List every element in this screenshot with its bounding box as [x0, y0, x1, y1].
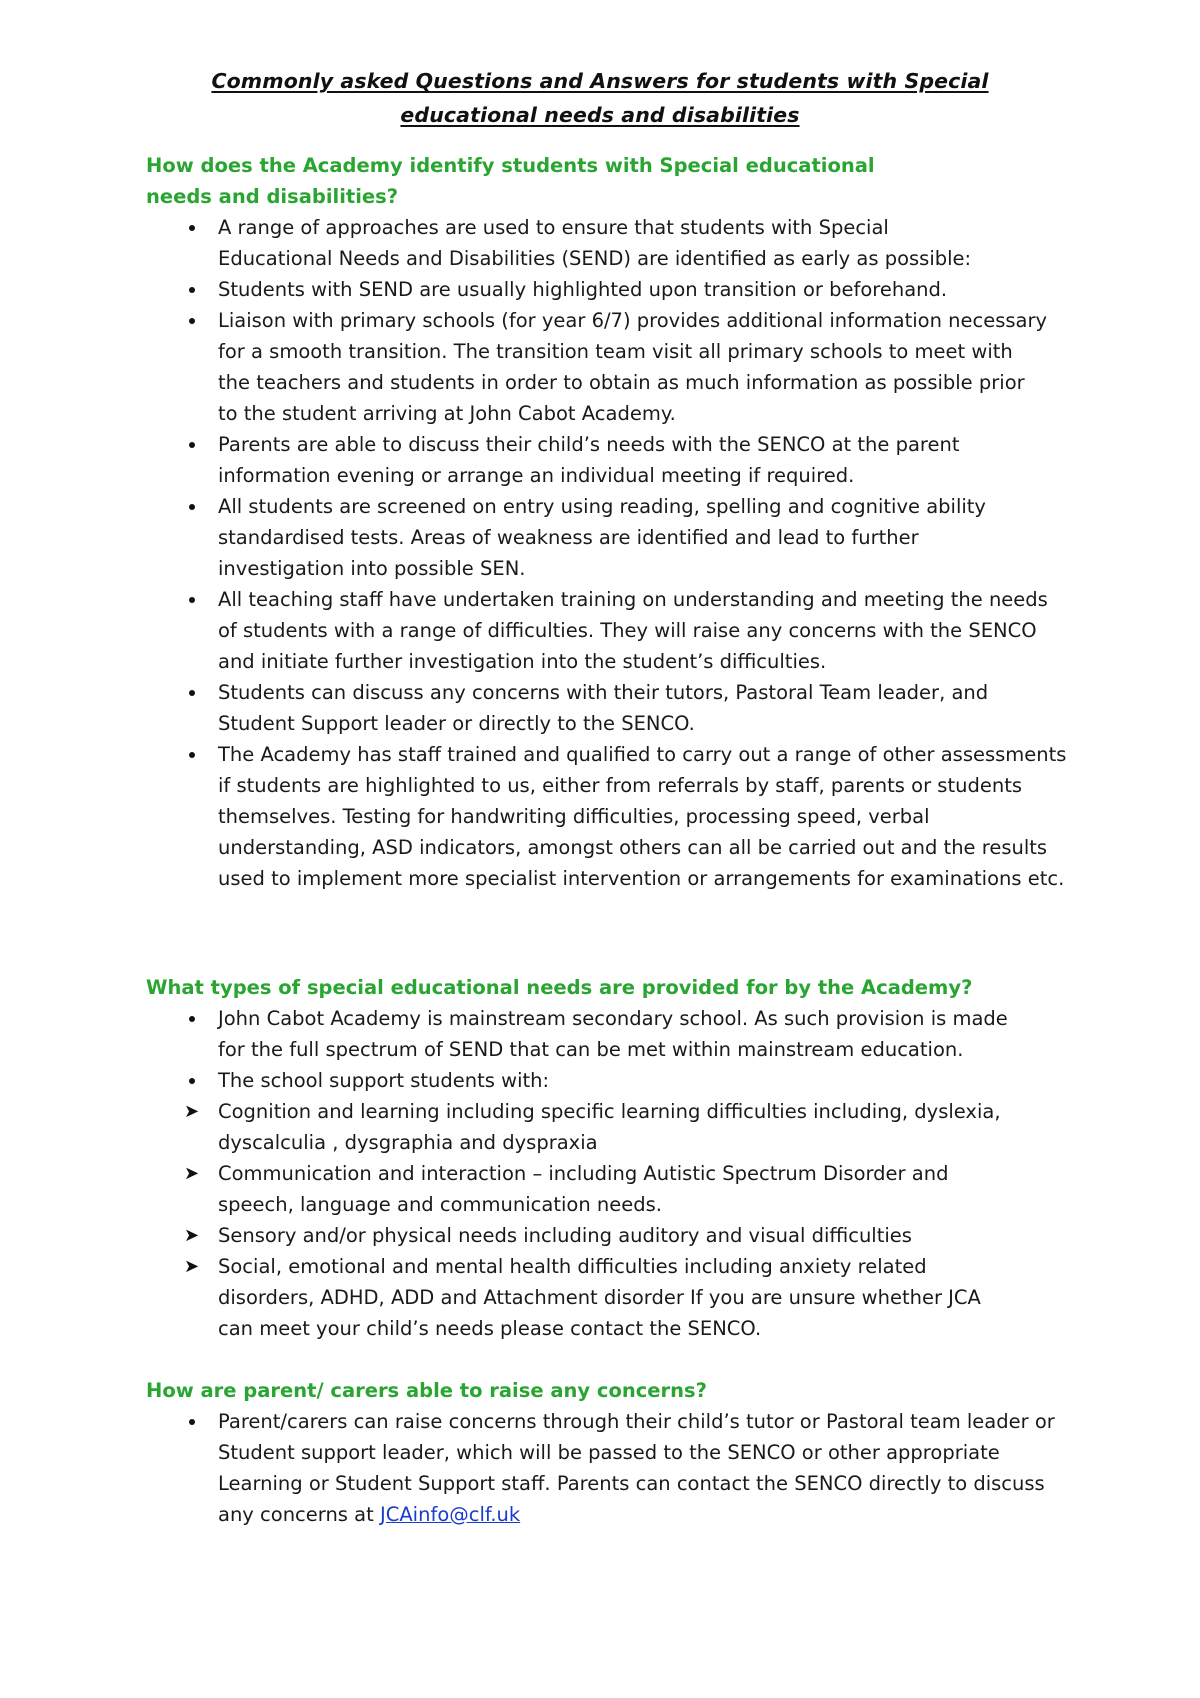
- bullet-dot-icon: [189, 318, 195, 324]
- list-item: [146, 584, 1058, 677]
- bullet-list: [146, 1406, 1076, 1530]
- document-title: [180, 64, 1020, 132]
- list-item: [146, 491, 1048, 584]
- list-item-text: Liaison with primary schools (for year 6/7) provides additional information necessary for a smooth transition. The transition team visit all primary schools to meet with the teachers and students in order to obtain as much information as possible prior to the student arriving at John Cabot Academy.: [218, 309, 1048, 425]
- list-item-text: Communication and interaction – including Autistic Spectrum Disorder and speech, language and communication needs.: [218, 1162, 949, 1216]
- bullet-list: [146, 1003, 1076, 1344]
- list-item: [146, 274, 1018, 305]
- list-item: [146, 739, 1068, 894]
- list-item: [146, 1096, 1063, 1158]
- list-item-text: Parents are able to discuss their child’s needs with the SENCO at the parent information evening or arrange an individual meeting if required.: [218, 433, 960, 487]
- list-item: [146, 677, 1063, 739]
- list-item-text: The school support students with:: [218, 1069, 550, 1092]
- list-item: [146, 305, 1048, 429]
- list-item-text: Parent/carers can raise concerns through their child’s tutor or Pastoral team leader or Student support leader, which will be passed to the SENCO or other appropriate Learning or Student Support staff. Parents can contact the SENCO directly to discuss any concerns at: [218, 1410, 1055, 1526]
- list-item-text: Cognition and learning including specific learning difficulties including, dyslexia, dyscalculia , dysgraphia and dyspraxia: [218, 1100, 1001, 1154]
- section-heading: How does the Academy identify students with Special educational needs and disabilities?: [146, 154, 875, 208]
- list-item: [146, 1220, 1063, 1251]
- section-heading: How are parent/ carers able to raise any concerns?: [146, 1379, 707, 1402]
- bullet-dot-icon: [189, 1419, 195, 1425]
- arrowhead-bullet-icon: ➤: [184, 1101, 200, 1122]
- list-item-text: The Academy has staff trained and qualified to carry out a range of other assessments if students are highlighted to us, either from referrals by staff, parents or students themselves. Testing for handwriting difficulties, processing speed, verbal understanding, ASD indicators, amongst others can all be carried out and the results used to implement more specialist intervention or arrangements for examinations etc.: [218, 743, 1067, 890]
- section-identify-students: [146, 150, 1076, 894]
- list-item-text: Students with SEND are usually highlighted upon transition or beforehand.: [218, 278, 948, 301]
- section-heading: What types of special educational needs are provided for by the Academy?: [146, 976, 973, 999]
- list-item: [146, 429, 1048, 491]
- list-item: [146, 1251, 1018, 1344]
- bullet-dot-icon: [189, 597, 195, 603]
- bullet-dot-icon: [189, 752, 195, 758]
- list-item: [146, 1003, 1018, 1065]
- list-item: [146, 1406, 1073, 1530]
- bullet-dot-icon: [189, 504, 195, 510]
- bullet-dot-icon: [189, 225, 195, 231]
- bullet-dot-icon: [189, 1078, 195, 1084]
- section-types-of-needs: [146, 972, 1076, 1344]
- email-link[interactable]: JCAinfo@clf.uk: [379, 1503, 521, 1526]
- bullet-list: [146, 212, 1076, 894]
- arrowhead-bullet-icon: ➤: [184, 1225, 200, 1246]
- bullet-dot-icon: [189, 442, 195, 448]
- list-item-text: A range of approaches are used to ensure that students with Special Educational Needs and Disabilities (SEND) are identified as early as possible:: [218, 216, 972, 270]
- list-item-text: Social, emotional and mental health difficulties including anxiety related disorders, ADHD, ADD and Attachment disorder If you are unsure whether JCA can meet your child’s needs please contact the SENCO.: [218, 1255, 981, 1340]
- list-item: [146, 1065, 1018, 1096]
- bullet-dot-icon: [189, 690, 195, 696]
- list-item-text: All students are screened on entry using reading, spelling and cognitive ability standardised tests. Areas of weakness are identified and lead to further investigation into possible SEN.: [218, 495, 986, 580]
- arrowhead-bullet-icon: ➤: [184, 1256, 200, 1277]
- bullet-dot-icon: [189, 287, 195, 293]
- title-line-1: Commonly asked Questions and Answers for students with Special: [211, 69, 989, 93]
- list-item: [146, 212, 978, 274]
- title-line-2: educational needs and disabilities: [400, 103, 800, 127]
- list-item-text: Sensory and/or physical needs including auditory and visual difficulties: [218, 1224, 912, 1247]
- list-item-text: All teaching staff have undertaken training on understanding and meeting the needs of students with a range of difficulties. They will raise any concerns with the SENCO and initiate further investigation into the student’s difficulties.: [218, 588, 1048, 673]
- list-item-text: Students can discuss any concerns with their tutors, Pastoral Team leader, and Student Support leader or directly to the SENCO.: [218, 681, 989, 735]
- section-raise-concerns: [146, 1375, 1076, 1530]
- list-item: [146, 1158, 1018, 1220]
- bullet-dot-icon: [189, 1016, 195, 1022]
- arrowhead-bullet-icon: ➤: [184, 1163, 200, 1184]
- list-item-text: John Cabot Academy is mainstream secondary school. As such provision is made for the full spectrum of SEND that can be met within mainstream education.: [218, 1007, 1008, 1061]
